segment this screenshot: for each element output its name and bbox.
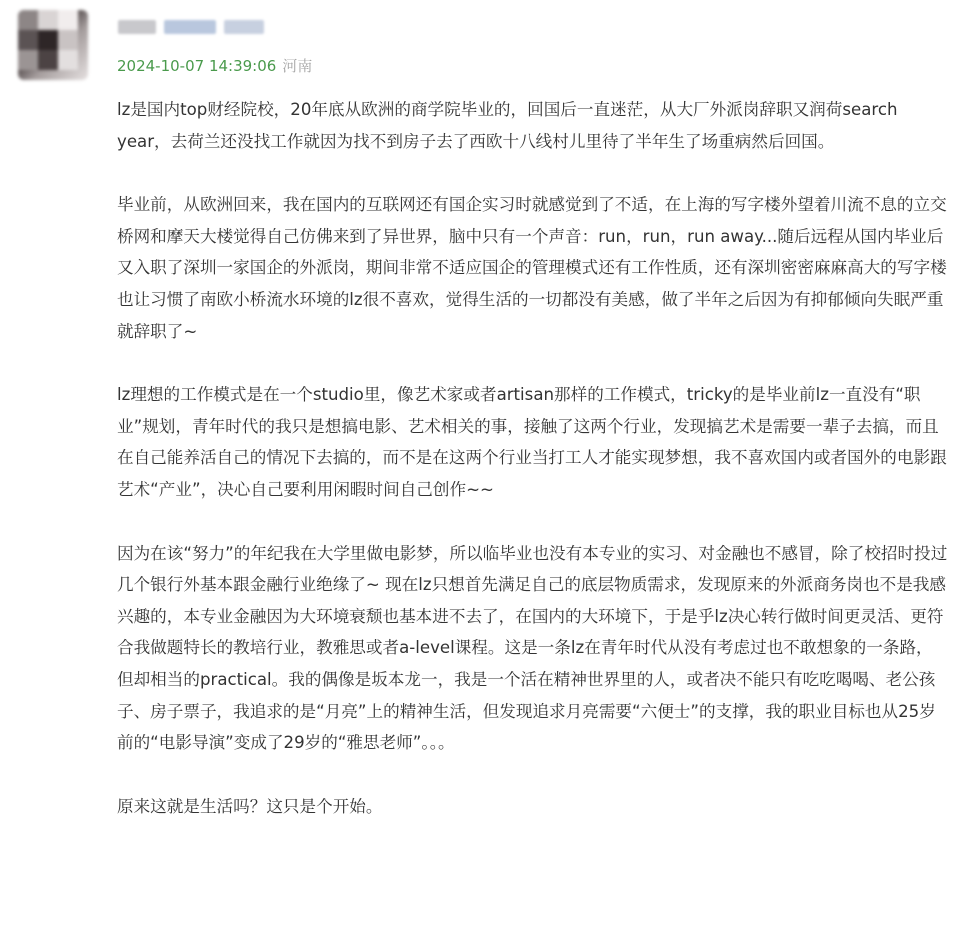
- username-blurred[interactable]: [118, 17, 264, 37]
- paragraph: 因为在该“努力”的年纪我在大学里做电影梦，所以临毕业也没有本专业的实习、对金融也不感冒，除了校招时投过几个银行外基本跟金融行业绝缘了~ 现在lz只想首先满足自己的底层物质需求，发现原来的外派商务岗也不是我感兴趣的，本专业金融因为大环境衰颓也基本进不去了，在国内的大环境下，于是乎lz决心转行做时间更灵活、更符合我做题特长的教培行业，教雅思或者a-level课程。这是一条lz在青年时代从没有考虑过也不敢想象的一条路，但却相当的practical。我的偶像是坂本龙一，我是一个活在精神世界里的人，或者决不能只有吃吃喝喝、老公孩子、房子票子，我追求的是“月亮”上的精神生活，但发现追求月亮需要“六便士”的支撑，我的职业目标也从25岁前的“电影导演”变成了29岁的“雅思老师”。。。: [117, 543, 948, 753]
- paragraph: 原来这就是生活吗？这只是个开始。: [117, 796, 383, 816]
- paragraph: lz理想的工作模式是在一个studio里，像艺术家或者artisan那样的工作模式，tricky的是毕业前lz一直没有“职业”规划，青年时代的我只是想搞电影、艺术相关的事，接触了这两个行业，发现搞艺术是需要一辈子去搞，而且在自己能养活自己的情况下去搞的，而不是在这两个行业当打工人才能实现梦想，我不喜欢国内或者国外的电影跟艺术“产业”，决心自己要利用闲暇时间自己创作~~: [117, 385, 947, 499]
- post-timestamp: 2024-10-07 14:39:06: [117, 57, 277, 75]
- paragraph: lz是国内top财经院校，20年底从欧洲的商学院毕业的，回国后一直迷茫，从大厂外派岗辞职又润荷search year，去荷兰还没找工作就因为找不到房子去了西欧十八线村儿里待了半年生了场重病然后回国。: [117, 100, 898, 151]
- avatar[interactable]: [18, 10, 88, 80]
- post-content: [117, 94, 949, 822]
- post-meta: [117, 55, 312, 77]
- paragraph: 毕业前，从欧洲回来，我在国内的互联网还有国企实习时就感觉到了不适，在上海的写字楼外望着川流不息的立交桥网和摩天大楼觉得自己仿佛来到了异世界，脑中只有一个声音：run，run，run away...随后远程从国内毕业后又入职了深圳一家国企的外派岗，期间非常不适应国企的管理模式还有工作性质，还有深圳密密麻麻高大的写字楼也让习惯了南欧小桥流水环境的lz很不喜欢，觉得生活的一切都没有美感，做了半年之后因为有抑郁倾向失眠严重就辞职了~: [117, 195, 947, 341]
- post-location: 河南: [282, 57, 313, 75]
